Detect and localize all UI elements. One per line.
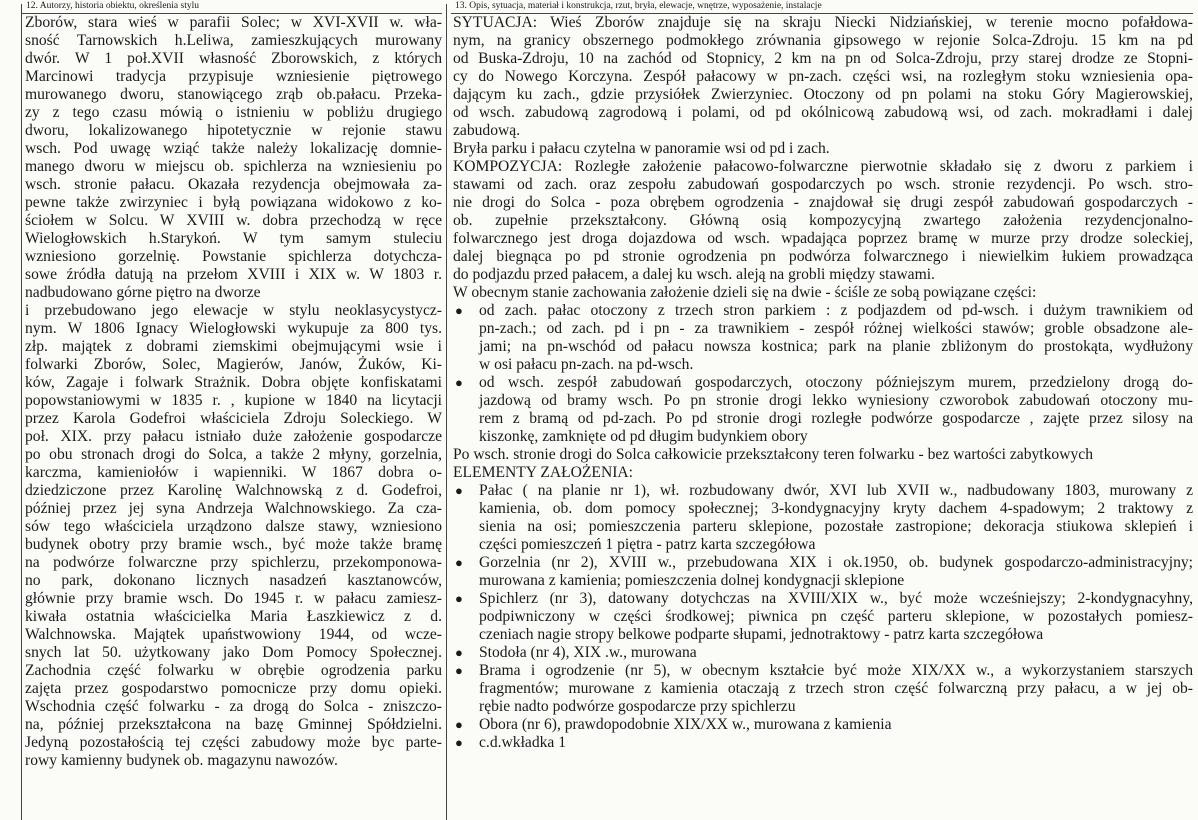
text-line: wsch. stronie pałacu. Okazała rezydencja obejmowała za- — [25, 176, 442, 193]
text-line: ków, Zagaje i folwark Strażnik. Dobra objęte konfiskatami — [25, 374, 442, 391]
text-line: rębie nadto podwórze gospodarcze przy spichlerzu — [479, 698, 796, 715]
text-line: nadbudowano górne piętro na dworze — [25, 284, 261, 301]
text-line: na podwórze folwarczne przy spichlerzu, przekomponowa- — [25, 554, 442, 571]
text-line: później przez jej syna Andrzeja Walchnowskiego. Za cza- — [25, 500, 442, 517]
text-line: KOMPOZYCJA: Rozległe założenie pałacowo-folwarczne pierwotnie składało się z dworu z parkiem i — [453, 158, 1193, 175]
text-line: poł. XIX. przy pałacu istniało duże założenie gospodarcze — [25, 428, 442, 445]
element-item — [453, 662, 1193, 716]
text-line: czeniach nagie stropy belkowe podparte słupami, jednotraktowy - patrz karta szczegółowa — [479, 626, 1044, 643]
text-line: pewne także zwirzyniec i byłą powiązana widokowo z ko- — [25, 194, 442, 211]
text-line: Marcinowi tradycja przypisuje wzniesienie piętrowego — [25, 68, 442, 85]
text-line: dającym ku zach., gdzie przysiółek Zwierzyniec. Otoczony od pn polami na stoku Góry Magierowskiej, — [453, 86, 1193, 103]
description-text — [451, 14, 1193, 752]
text-line: karczma, kamieniołów i wapienniki. W 1867 dobra o- — [25, 464, 442, 481]
bullet-icon: ● — [455, 555, 463, 570]
text-line: wzniesiono gorzelnię. Powstanie spichlerza dotychcza- — [25, 248, 442, 265]
text-line: murowana z kamienia; pomieszczenia dolnej kondygnacji sklepione — [479, 572, 905, 589]
text-line: zabudową. — [453, 122, 521, 139]
bullet-icon: ● — [455, 483, 463, 498]
description-header: 13. Opis, sytuacja, materiał i konstrukcja, rzut, bryła, elewacje, wnętrze, wyposażenie, instalacje — [451, 0, 1193, 14]
text-line: Po wsch. stronie drogi do Solca całkowicie przekształcony teren folwarku - bez wartości zabytkowych — [453, 446, 1093, 463]
text-line: no park, dokonano licznych nasadzeń kasztanowców, — [25, 572, 442, 589]
text-line: ob. zupełnie przekształcony. Główną osią kompozycyjną zwartego założenia rezydencjonalno- — [453, 212, 1193, 229]
text-line: wsch. Pod uwagę wziąć także należy lokalizację domnie- — [25, 140, 442, 157]
text-line: podpiwniczony w części środkowej; piwnica pn część parteru sklepione, w pozostałych pomiesz- — [479, 608, 1193, 625]
text-line: rowy kamienny budynek ob. magazynu nawozów. — [25, 752, 338, 769]
text-line: nie drogi do Solca - poza obrębem ogrodzenia - znajdował się drugi zespół zabudowań gospodarczych - — [453, 194, 1193, 211]
text-line: stawami od zach. oraz zespołu zabudowań gospodarczych po wsch. stronie rezydencji. Po wsch. stro- — [453, 176, 1193, 193]
text-line: i przebudowano jego elewacje w stylu neoklasycystycz- — [25, 302, 442, 319]
composition-part — [453, 374, 1193, 446]
text-line: folwarki Zborów, Solec, Magierów, Janów, Żuków, Ki- — [25, 356, 442, 373]
text-line: dworu, lokalizowanego hipotetycznie w rejonie stawu — [25, 122, 442, 139]
text-line: budynek obotry przy bramie wsch., być może także bramę — [25, 536, 442, 553]
text-line: części pomieszczeń 1 piętra - patrz karta szczegółowa — [479, 536, 816, 553]
text-line: dalej biegnąca po pd stronie ogrodzenia pn podwórza folwarcznego i niewielkim łukiem prowadząca — [453, 248, 1193, 265]
text-line: jami; na pn-wschód od pałacu nowsza kostnica; park na planie zbliżonym do prostokąta, wydłużony — [479, 338, 1193, 355]
text-line: nym, na granicy obszernego podmokłego zrównania gipsowego w rejonie Solca-Zdroju. 15 km na pd — [453, 32, 1193, 49]
text-line: SYTUACJA: Wieś Zborów znajduje się na skraju Niecki Nidziańskiej, w terenie mocno pofałdowa- — [453, 14, 1193, 31]
text-line: Wielogłowskich h.Starykoń. W tym samym stuleciu — [25, 230, 442, 247]
element-item — [453, 554, 1193, 590]
history-column — [22, 0, 442, 820]
text-line: Obora (nr 6), prawdopodobnie XIX/XX w., murowana z kamienia — [479, 716, 892, 733]
text-line: murowanego dworu, stanowiącego zrąb ob.pałacu. Przeka- — [25, 86, 442, 103]
text-line: c.d.wkładka 1 — [479, 734, 567, 751]
text-line: rem z bramą od pd-zach. Po pd stronie drogi rozległe podwórze gospodarcze , zajęte przez silosy na — [479, 410, 1193, 427]
text-line: dwór. W 1 poł.XVII własność Zborowskich, z których — [25, 50, 442, 67]
text-line: kiszonkę, zamknięte od pd długim budynkiem obory — [479, 428, 808, 445]
text-line: sność Tarnowskich h.Leliwa, zamieszkujących murowany — [25, 32, 442, 49]
text-line: Zachodnia część folwarku w obrębie ogrodzenia parku — [25, 662, 442, 679]
text-line: kamienia, ob. dom pomocy społecznej; 3-kondygnacyjny kryty dachem 4-spadowym; 2 traktowy z — [479, 500, 1193, 517]
text-line: kiwała ostatnia właścicielka Maria Łaszkiewicz z d. — [25, 608, 442, 625]
text-line: od wsch. zespół zabudowań gospodarczych, otoczony późniejszym murem, przedzielony drogą do- — [479, 374, 1193, 391]
text-line: od zach. pałac otoczony z trzech stron parkiem : z podjazdem od pd-wsch. i dużym trawnikiem od — [479, 302, 1193, 319]
bullet-icon: ● — [455, 645, 463, 660]
text-line: Walchnowska. Majątek upaństwowiony 1944, od wcze- — [25, 626, 442, 643]
text-line: od wsch. zabudową zagrodową i polami, od pd okólnicową zabudową wsi, od zach. mokradłami i dalej — [453, 104, 1193, 121]
bullet-icon: ● — [455, 717, 463, 732]
text-line: Stodoła (nr 4), XIX .w., murowana — [479, 644, 697, 661]
text-line: W obecnym stanie zachowania założenie dzieli się na dwie - ściśle ze sobą powiązane części: — [453, 284, 1037, 301]
text-line: snych lat 50. użytkowany jako Dom Pomocy Społecznej. — [25, 644, 442, 661]
text-line: nym. W 1806 Ignacy Wielogłowski wykupuje za 800 tys. — [25, 320, 442, 337]
composition-part — [453, 302, 1193, 374]
text-line: Pałac ( na planie nr 1), wł. rozbudowany dwór, XVI lub XVII w., nadbudowany 1803, murowany z — [479, 482, 1193, 499]
text-line: manego dworu w miejscu ob. spichlerza na wzniesieniu po — [25, 158, 442, 175]
text-line: Gorzelnia (nr 2), XVIII w., przebudowana XIX i ok.1950, ob. budynek gospodarczo-administracyjny; — [479, 554, 1193, 571]
text-line: dziedziczone przez Karolinę Walchnowską z d. Godefroi, — [25, 482, 442, 499]
text-line: ściołem w Solcu. W XVIII w. dobra przechodzą w ręce — [25, 212, 442, 229]
text-line: cy do Nowego Korczyna. Zespół pałacowy w pn-zach. części wsi, na rozległym stoku wzniesienia opa- — [453, 68, 1193, 85]
text-line: ELEMENTY ZAŁOŻENIA: — [453, 464, 634, 481]
text-line: folwarcznego jest droga dojazdowa od wsch. wpadająca poprzez bramę w murze przy drodze soleckiej, — [453, 230, 1193, 247]
text-line: Wschodnia część folwarku - za drogą do Solca - zniszczo- — [25, 698, 442, 715]
text-line: Jedyną pozostałością tej części zabudowy może byc parte- — [25, 734, 442, 751]
text-line: przez Karola Godefroi właściciela Zdroju Soleckiego. W — [25, 410, 442, 427]
element-item — [453, 482, 1193, 554]
column-divider — [446, 4, 447, 820]
element-item — [453, 734, 1193, 752]
text-line: na, później przekształcona na bazę Gminnej Spółdzielni. — [25, 716, 442, 733]
text-line: jazdową od bramy wsch. Po pn stronie drogi lekko wyniesiony czworobok zabudowań otoczony mu- — [479, 392, 1193, 409]
text-line: zy z tego czasu mówią o istnieniu w pobliżu drugiego — [25, 104, 442, 121]
bullet-icon: ● — [455, 375, 463, 390]
text-line: Brama i ogrodzenie (nr 5), w obecnym kształcie być może XIX/XX w., a wykorzystaniem starszych — [479, 662, 1193, 679]
element-item — [453, 644, 1193, 662]
text-line: Bryła parku i pałacu czytelna w panoramie wsi od pd i zach. — [453, 140, 830, 157]
text-line: od Buska-Zdroju, 10 na zachód od Stopnicy, 2 km na pn od Solca-Zdroju, przy starej drodze ze Stopni- — [453, 50, 1193, 67]
text-line: do podjazdu przed pałacem, a dalej ku wsch. aleją na grobli między stawami. — [453, 266, 935, 283]
bullet-icon: ● — [455, 663, 463, 678]
text-line: zajęta przez gospodarstwo pomocnicze przy domu opieki. — [25, 680, 442, 697]
history-header: 12. Autorzy, historia obiektu, określenia stylu — [22, 0, 442, 14]
text-line: sienia na osi; pomieszczenia parteru sklepione, pozostałe zastropione; dekoracja stiukowa sklepień i — [479, 518, 1193, 535]
bullet-icon: ● — [455, 591, 463, 606]
text-line: popowstaniowymi w 1835 r. , kupione w 1840 na licytacji — [25, 392, 442, 409]
bullet-icon: ● — [455, 735, 463, 750]
text-line: pn-zach.; od zach. pd i pn - za trawnikiem - zespół różnej wielkości stawów; groble obsadzone ale- — [479, 320, 1193, 337]
element-item — [453, 716, 1193, 734]
text-line: głównie przy bramie wsch. Do 1945 r. w pałacu zamiesz- — [25, 590, 442, 607]
history-text — [22, 14, 442, 770]
text-line: sów tego właściciela urządzono dalsze stawy, wzniesiono — [25, 518, 442, 535]
text-line: po obu stronach drogi do Solca, a także 2 młyny, gorzelnia, — [25, 446, 442, 463]
element-item — [453, 590, 1193, 644]
description-column — [451, 0, 1193, 820]
text-line: sowe źródła datują na przełom XVIII i XIX w. W 1803 r. — [25, 266, 442, 283]
text-line: Spichlerz (nr 3), datowany dotychczas na XVIII/XIX w., być może wcześniejszy; 2-kondygnacyhny, — [479, 590, 1193, 607]
bullet-icon: ● — [455, 303, 463, 318]
text-line: złp. majątek z dobrami ziemskimi obejmującymi wsie i — [25, 338, 442, 355]
text-line: fragmentów; murowane z kamienia otaczają z trzech stron część folwarczną przy pałacu, a w jej ob- — [479, 680, 1193, 697]
text-line: Zborów, stara wieś w parafii Solec; w XVI-XVII w. wła- — [25, 14, 442, 31]
text-line: w osi pałacu pn-zach. na pd-wsch. — [479, 356, 694, 373]
